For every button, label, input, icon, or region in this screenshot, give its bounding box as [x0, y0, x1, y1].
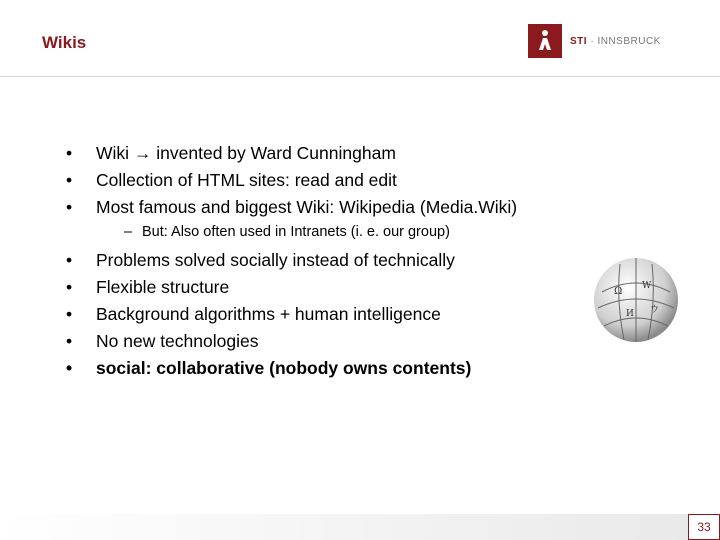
list-item: • Background algorithms + human intelligence: [66, 304, 441, 324]
list-item: • Most famous and biggest Wiki: Wikipedia (Media.Wiki): [66, 197, 518, 217]
svg-text:W: W: [642, 281, 652, 291]
list-item: • social: collaborative (nobody owns contents): [66, 358, 472, 378]
page-number: 33: [688, 514, 720, 540]
sub-list-item: – But: Also often used in Intranets (i. e. our group): [124, 224, 450, 240]
svg-text:ウ: ウ: [650, 305, 660, 315]
list-item: • Flexible structure: [66, 277, 230, 297]
svg-text:Ω: Ω: [614, 286, 623, 297]
wikipedia-globe-icon: [590, 244, 682, 352]
header-divider: [0, 76, 720, 77]
bullet-list: [66, 143, 517, 385]
sti-logo: [528, 24, 661, 58]
sti-logo-text: STI · INNSBRUCK: [570, 35, 661, 47]
list-item: • No new technologies: [66, 331, 259, 351]
slide-title: Wikis: [42, 33, 87, 52]
svg-text:И: И: [626, 309, 634, 319]
list-item: • Problems solved socially instead of technically: [66, 250, 455, 270]
sti-logo-icon: [528, 24, 562, 58]
list-item: • Collection of HTML sites: read and edit: [66, 170, 397, 190]
list-item: • Wiki → invented by Ward Cunningham: [66, 143, 396, 163]
footer-bar: [0, 514, 688, 540]
